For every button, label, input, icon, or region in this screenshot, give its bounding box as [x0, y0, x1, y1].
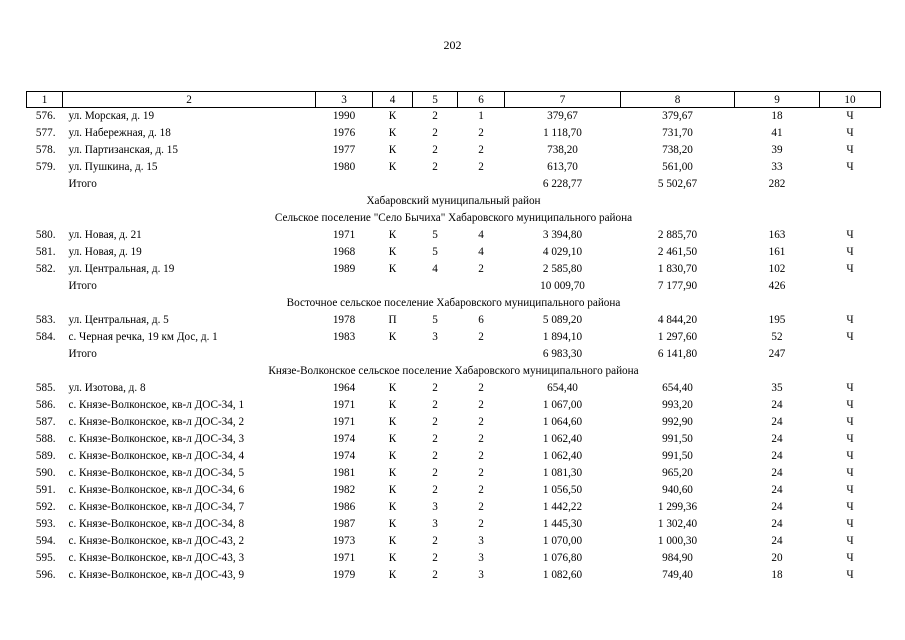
living-area-cell: 991,50 [662, 433, 693, 445]
entrances-cell: 2 [478, 501, 484, 513]
floors-cell: 2 [432, 161, 438, 173]
entrances-cell: 3 [478, 569, 484, 581]
status-cell: Ч [846, 382, 854, 394]
table-row [27, 108, 881, 126]
wall-material-cell: К [388, 263, 397, 275]
year-cell: 1980 [332, 161, 356, 173]
total-area-cell: 1 076,80 [542, 552, 583, 564]
col-header-9: 9 [735, 92, 820, 108]
residents-cell: 24 [771, 433, 783, 445]
col-header-6: 6 [458, 92, 505, 108]
year-cell: 1974 [332, 433, 356, 445]
floors-cell: 2 [432, 484, 438, 496]
address-cell: с. Князе-Волконское, кв-л ДОС-43, 2 [68, 535, 245, 547]
row-number: 587. [35, 416, 56, 428]
residents-cell: 20 [771, 552, 783, 564]
living-area-cell: 940,60 [662, 484, 693, 496]
floors-cell: 3 [432, 518, 438, 530]
address-cell: ул. Изотова, д. 8 [68, 382, 146, 394]
address-cell: ул. Морская, д. 19 [68, 110, 155, 122]
residents-cell: 35 [771, 382, 783, 394]
residents-cell: 52 [771, 331, 783, 343]
page-number: 202 [443, 38, 462, 52]
table-row [27, 125, 881, 142]
wall-material-cell: К [388, 144, 397, 156]
table-row [27, 567, 881, 584]
entrances-cell: 3 [478, 552, 484, 564]
section-row [27, 363, 881, 380]
address-cell: ул. Партизанская, д. 15 [68, 144, 178, 156]
total-label: Итого [68, 280, 97, 292]
col-header-1: 1 [27, 92, 63, 108]
total-label: Итого [68, 178, 97, 190]
living-area-cell: 965,20 [662, 467, 693, 479]
wall-material-cell: К [388, 161, 397, 173]
address-cell: ул. Новая, д. 19 [68, 246, 142, 258]
living-area-cell: 749,40 [662, 569, 693, 581]
row-number: 584. [35, 331, 56, 343]
total-area-cell: 5 089,20 [542, 314, 583, 326]
entrances-cell: 2 [478, 127, 484, 139]
table-row [27, 244, 881, 261]
entrances-cell: 2 [478, 450, 484, 462]
year-cell: 1968 [332, 246, 356, 258]
total-area-cell: 4 029,10 [542, 246, 583, 258]
section-row [27, 210, 881, 227]
floors-cell: 3 [432, 331, 438, 343]
total-area-cell: 379,67 [547, 110, 578, 122]
residents-cell: 24 [771, 467, 783, 479]
wall-material-cell: К [388, 501, 397, 513]
status-cell: Ч [846, 331, 854, 343]
total-area-cell: 1 062,40 [542, 450, 583, 462]
status-cell: Ч [846, 127, 854, 139]
address-cell: с. Князе-Волконское, кв-л ДОС-34, 3 [68, 433, 245, 445]
living-area-cell: 2 461,50 [657, 246, 698, 258]
address-cell: с. Князе-Волконское, кв-л ДОС-34, 5 [68, 467, 245, 479]
row-number: 585. [35, 382, 56, 394]
header-row [27, 92, 881, 108]
table-row [27, 482, 881, 499]
living-area-cell: 992,90 [662, 416, 693, 428]
living-area-cell: 654,40 [662, 382, 693, 394]
year-cell: 1971 [332, 399, 356, 411]
row-number: 590. [35, 467, 56, 479]
address-cell: с. Черная речка, 19 км Дос, д. 1 [68, 331, 218, 343]
entrances-cell: 2 [478, 144, 484, 156]
status-cell: Ч [846, 484, 854, 496]
total-row [27, 278, 881, 295]
total-label: Итого [68, 348, 97, 360]
status-cell: Ч [846, 467, 854, 479]
status-cell: Ч [846, 161, 854, 173]
wall-material-cell: К [388, 110, 397, 122]
residents-cell: 41 [771, 127, 783, 139]
floors-cell: 2 [432, 535, 438, 547]
entrances-cell: 2 [478, 263, 484, 275]
row-number: 583. [35, 314, 56, 326]
residents-cell: 195 [768, 314, 786, 326]
living-area-cell: 984,90 [662, 552, 693, 564]
table-row [27, 465, 881, 482]
wall-material-cell: К [388, 382, 397, 394]
total-area-cell: 3 394,80 [542, 229, 583, 241]
total-area-cell: 1 894,10 [542, 331, 583, 343]
section-heading: Восточное сельское поселение Хабаровского муниципального района [286, 297, 621, 309]
row-number: 579. [35, 161, 56, 173]
year-cell: 1971 [332, 229, 356, 241]
address-cell: с. Князе-Волконское, кв-л ДОС-34, 1 [68, 399, 245, 411]
status-cell: Ч [846, 144, 854, 156]
year-cell: 1979 [332, 569, 356, 581]
residents-cell: 18 [771, 110, 783, 122]
total-area-cell: 1 062,40 [542, 433, 583, 445]
entrances-cell: 2 [478, 467, 484, 479]
address-cell: с. Князе-Волконское, кв-л ДОС-34, 2 [68, 416, 245, 428]
wall-material-cell: К [388, 246, 397, 258]
entrances-cell: 6 [478, 314, 484, 326]
row-number: 588. [35, 433, 56, 445]
floors-cell: 2 [432, 569, 438, 581]
address-cell: ул. Набережная, д. 18 [68, 127, 171, 139]
total-area-cell: 1 081,30 [542, 467, 583, 479]
wall-material-cell: К [388, 569, 397, 581]
address-cell: с. Князе-Волконское, кв-л ДОС-34, 7 [68, 501, 245, 513]
wall-material-cell: К [388, 433, 397, 445]
residents-cell: 24 [771, 484, 783, 496]
residents-cell: 18 [771, 569, 783, 581]
year-cell: 1981 [332, 467, 356, 479]
row-number: 593. [35, 518, 56, 530]
floors-cell: 2 [432, 382, 438, 394]
wall-material-cell: К [388, 229, 397, 241]
row-number: 581. [35, 246, 56, 258]
col-header-7: 7 [505, 92, 621, 108]
row-number: 589. [35, 450, 56, 462]
residents-sum: 247 [768, 348, 786, 360]
col-header-4: 4 [373, 92, 413, 108]
floors-cell: 2 [432, 399, 438, 411]
wall-material-cell: К [388, 399, 397, 411]
floors-cell: 5 [432, 246, 438, 258]
status-cell: Ч [846, 433, 854, 445]
year-cell: 1986 [332, 501, 356, 513]
entrances-cell: 4 [478, 246, 484, 258]
entrances-cell: 2 [478, 518, 484, 530]
floors-cell: 2 [432, 127, 438, 139]
total-row [27, 176, 881, 193]
row-number: 582. [35, 263, 56, 275]
entrances-cell: 2 [478, 382, 484, 394]
floors-cell: 2 [432, 552, 438, 564]
residents-cell: 24 [771, 399, 783, 411]
table-row [27, 431, 881, 448]
table-row [27, 550, 881, 567]
wall-material-cell: К [388, 450, 397, 462]
floors-cell: 2 [432, 467, 438, 479]
living-area-sum: 6 141,80 [657, 348, 698, 360]
table-row [27, 329, 881, 346]
residents-cell: 102 [768, 263, 786, 275]
living-area-cell: 1 299,36 [657, 501, 698, 513]
residents-cell: 161 [768, 246, 786, 258]
col-header-2: 2 [63, 92, 316, 108]
address-cell: ул. Пушкина, д. 15 [68, 161, 158, 173]
total-area-cell: 1 070,00 [542, 535, 583, 547]
address-cell: с. Князе-Волконское, кв-л ДОС-43, 3 [68, 552, 245, 564]
row-number: 594. [35, 535, 56, 547]
floors-cell: 4 [432, 263, 438, 275]
entrances-cell: 4 [478, 229, 484, 241]
total-area-cell: 1 064,60 [542, 416, 583, 428]
status-cell: Ч [846, 314, 854, 326]
living-area-cell: 731,70 [662, 127, 693, 139]
section-row [27, 295, 881, 312]
address-cell: с. Князе-Волконское, кв-л ДОС-43, 9 [68, 569, 245, 581]
entrances-cell: 1 [478, 110, 484, 122]
floors-cell: 2 [432, 433, 438, 445]
total-area-cell: 1 067,00 [542, 399, 583, 411]
status-cell: Ч [846, 569, 854, 581]
year-cell: 1973 [332, 535, 356, 547]
year-cell: 1989 [332, 263, 356, 275]
wall-material-cell: К [388, 416, 397, 428]
year-cell: 1982 [332, 484, 356, 496]
floors-cell: 5 [432, 314, 438, 326]
total-area-sum: 6 228,77 [542, 178, 583, 190]
residents-cell: 39 [771, 144, 783, 156]
residents-cell: 163 [768, 229, 786, 241]
address-cell: ул. Новая, д. 21 [68, 229, 142, 241]
total-area-sum: 10 009,70 [540, 280, 585, 292]
total-area-cell: 1 442,22 [542, 501, 583, 513]
living-area-cell: 561,00 [662, 161, 693, 173]
table-row [27, 397, 881, 414]
table-row [27, 142, 881, 159]
col-header-10: 10 [820, 92, 881, 108]
floors-cell: 5 [432, 229, 438, 241]
year-cell: 1990 [332, 110, 356, 122]
living-area-cell: 1 302,40 [657, 518, 698, 530]
entrances-cell: 2 [478, 433, 484, 445]
col-header-5: 5 [413, 92, 458, 108]
table-row [27, 516, 881, 533]
residents-cell: 33 [771, 161, 783, 173]
total-area-cell: 654,40 [547, 382, 578, 394]
table-row [27, 227, 881, 244]
status-cell: Ч [846, 416, 854, 428]
year-cell: 1978 [332, 314, 356, 326]
address-cell: с. Князе-Волконское, кв-л ДОС-34, 8 [68, 518, 245, 530]
wall-material-cell: К [388, 535, 397, 547]
floors-cell: 2 [432, 416, 438, 428]
section-heading: Сельское поселение "Село Бычиха" Хабаровского муниципального района [274, 212, 633, 224]
col-header-8: 8 [621, 92, 735, 108]
year-cell: 1977 [332, 144, 356, 156]
total-area-cell: 2 585,80 [542, 263, 583, 275]
entrances-cell: 2 [478, 331, 484, 343]
floors-cell: 2 [432, 450, 438, 462]
wall-material-cell: К [388, 467, 397, 479]
status-cell: Ч [846, 229, 854, 241]
living-area-cell: 4 844,20 [657, 314, 698, 326]
total-area-cell: 613,70 [547, 161, 578, 173]
living-area-cell: 1 830,70 [657, 263, 698, 275]
status-cell: Ч [846, 535, 854, 547]
living-area-sum: 7 177,90 [657, 280, 698, 292]
address-cell: ул. Центральная, д. 5 [68, 314, 169, 326]
residents-cell: 24 [771, 501, 783, 513]
table-body [27, 108, 881, 585]
row-number: 595. [35, 552, 56, 564]
row-number: 576. [35, 110, 56, 122]
row-number: 591. [35, 484, 56, 496]
address-cell: с. Князе-Волконское, кв-л ДОС-34, 4 [68, 450, 245, 462]
row-number: 580. [35, 229, 56, 241]
total-area-cell: 1 118,70 [543, 127, 582, 139]
section-heading: Хабаровский муниципальный район [366, 195, 541, 207]
wall-material-cell: К [388, 484, 397, 496]
residents-cell: 24 [771, 535, 783, 547]
living-area-cell: 991,50 [662, 450, 693, 462]
entrances-cell: 2 [478, 161, 484, 173]
table-row [27, 448, 881, 465]
status-cell: Ч [846, 246, 854, 258]
status-cell: Ч [846, 110, 854, 122]
year-cell: 1964 [332, 382, 356, 394]
address-cell: ул. Центральная, д. 19 [68, 263, 175, 275]
living-area-cell: 993,20 [662, 399, 693, 411]
living-area-cell: 738,20 [662, 144, 693, 156]
wall-material-cell: К [388, 518, 397, 530]
status-cell: Ч [846, 399, 854, 411]
residents-sum: 426 [768, 280, 786, 292]
table-row [27, 533, 881, 550]
residents-cell: 24 [771, 518, 783, 530]
table-row [27, 312, 881, 329]
table-row [27, 159, 881, 176]
total-row [27, 346, 881, 363]
floors-cell: 2 [432, 144, 438, 156]
row-number: 596. [35, 569, 56, 581]
housing-table [26, 91, 881, 584]
living-area-cell: 1 297,60 [657, 331, 698, 343]
status-cell: Ч [846, 263, 854, 275]
year-cell: 1974 [332, 450, 356, 462]
table-row [27, 499, 881, 516]
status-cell: Ч [846, 501, 854, 513]
floors-cell: 3 [432, 501, 438, 513]
total-area-cell: 1 082,60 [542, 569, 583, 581]
total-area-cell: 1 445,30 [542, 518, 583, 530]
table-row [27, 261, 881, 278]
row-number: 577. [35, 127, 56, 139]
status-cell: Ч [846, 552, 854, 564]
residents-cell: 24 [771, 416, 783, 428]
section-row [27, 193, 881, 210]
living-area-cell: 379,67 [662, 110, 693, 122]
row-number: 578. [35, 144, 56, 156]
living-area-cell: 1 000,30 [657, 535, 698, 547]
address-cell: с. Князе-Волконское, кв-л ДОС-34, 6 [68, 484, 245, 496]
residents-cell: 24 [771, 450, 783, 462]
row-number: 592. [35, 501, 56, 513]
total-area-cell: 1 056,50 [542, 484, 583, 496]
status-cell: Ч [846, 518, 854, 530]
entrances-cell: 3 [478, 535, 484, 547]
col-header-3: 3 [316, 92, 373, 108]
wall-material-cell: П [388, 314, 397, 326]
year-cell: 1987 [332, 518, 356, 530]
total-area-cell: 738,20 [547, 144, 578, 156]
status-cell: Ч [846, 450, 854, 462]
entrances-cell: 2 [478, 416, 484, 428]
wall-material-cell: К [388, 331, 397, 343]
total-area-sum: 6 983,30 [542, 348, 583, 360]
entrances-cell: 2 [478, 399, 484, 411]
entrances-cell: 2 [478, 484, 484, 496]
living-area-cell: 2 885,70 [657, 229, 698, 241]
section-heading: Князе-Волконское сельское поселение Хабаровского муниципального района [268, 365, 639, 377]
living-area-sum: 5 502,67 [657, 178, 698, 190]
row-number: 586. [35, 399, 56, 411]
year-cell: 1971 [332, 552, 356, 564]
floors-cell: 2 [432, 110, 438, 122]
table-row [27, 414, 881, 431]
year-cell: 1971 [332, 416, 356, 428]
year-cell: 1983 [332, 331, 356, 343]
residents-sum: 282 [768, 178, 786, 190]
table-row [27, 380, 881, 397]
wall-material-cell: К [388, 552, 397, 564]
wall-material-cell: К [388, 127, 397, 139]
year-cell: 1976 [332, 127, 356, 139]
